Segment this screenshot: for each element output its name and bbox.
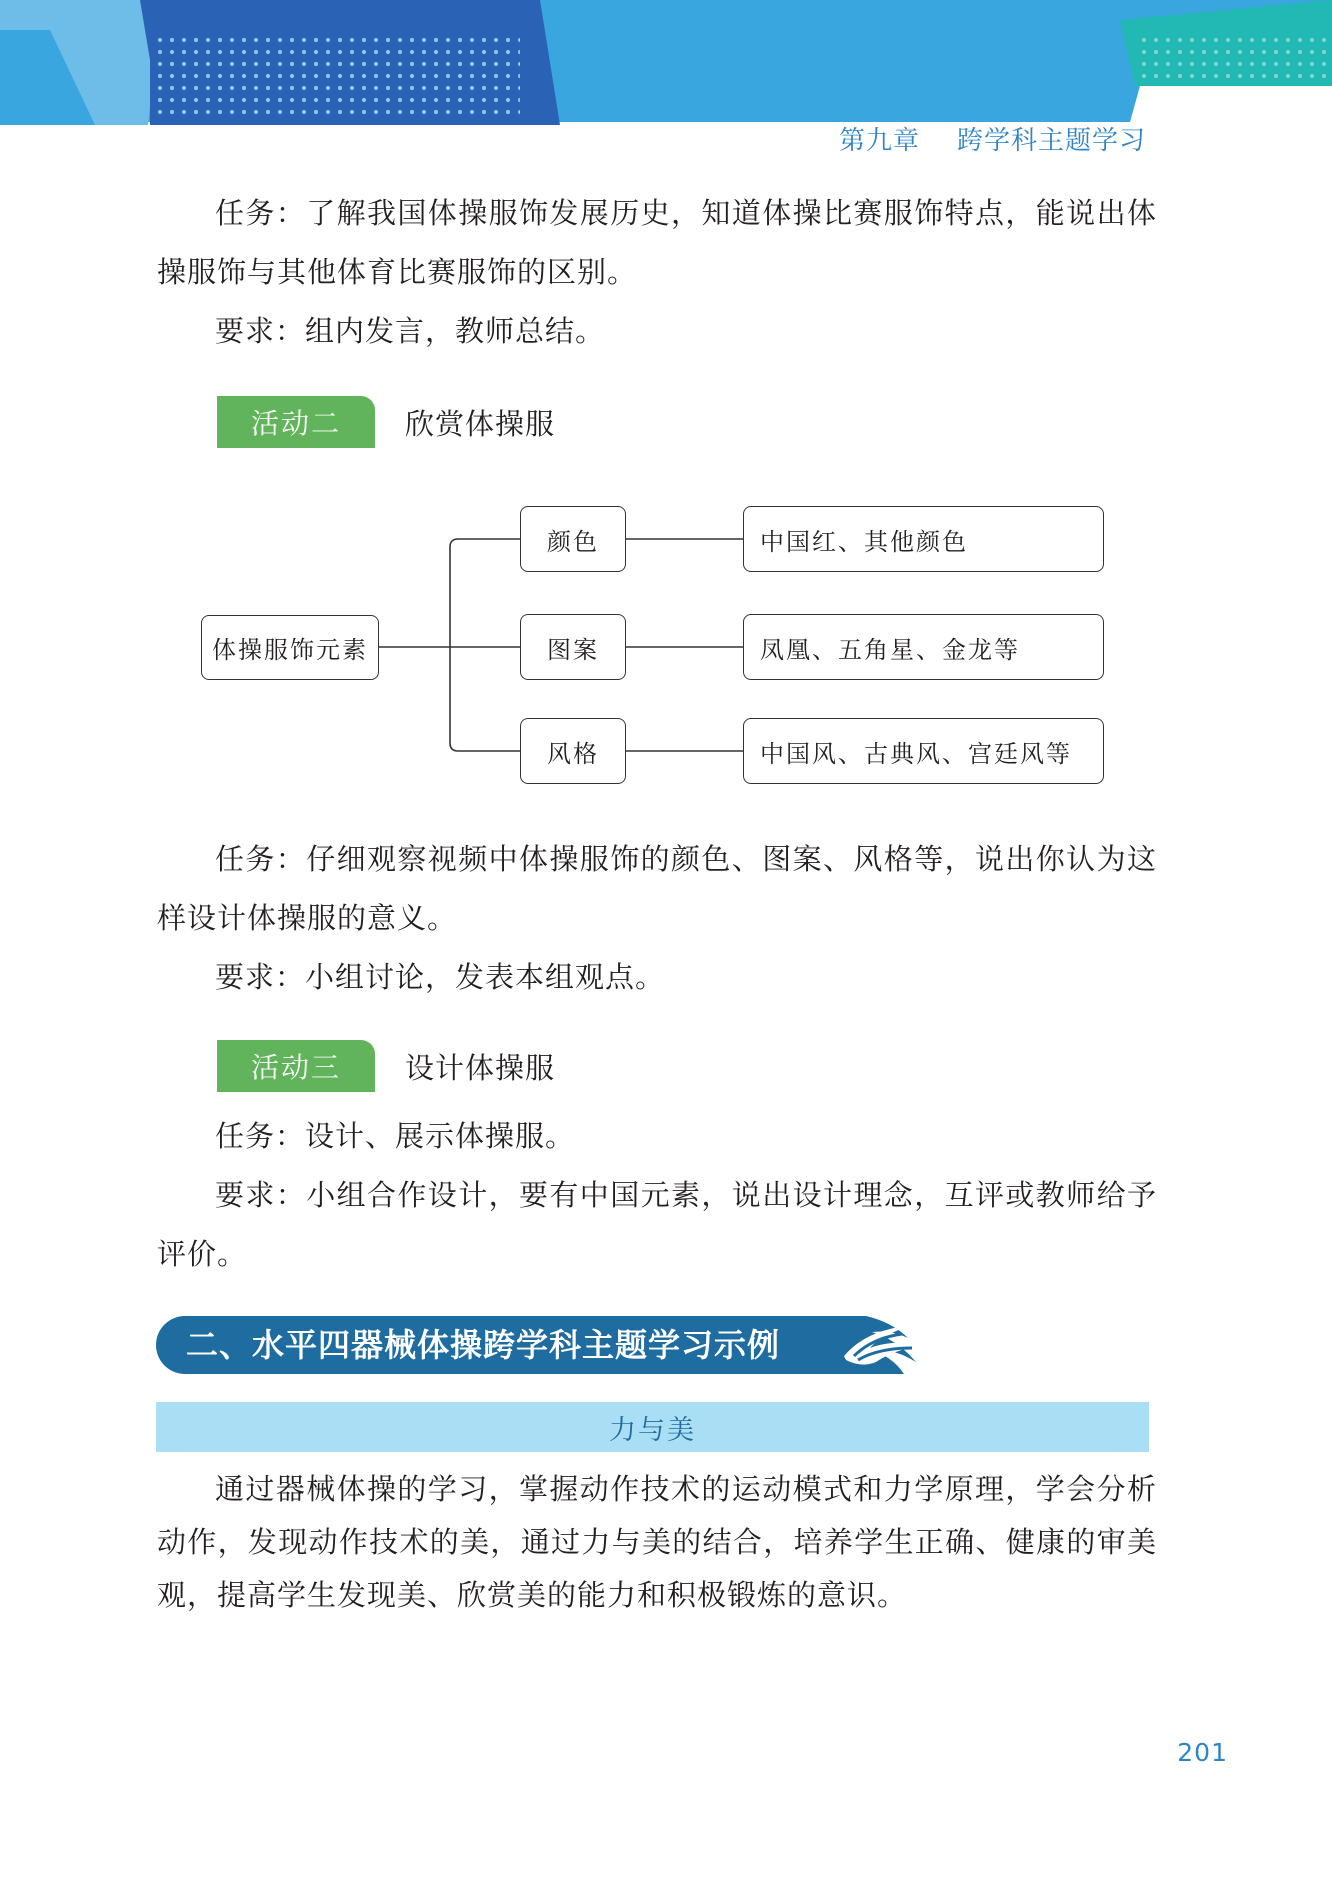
requirement-paragraph-2: 要求：小组讨论，发表本组观点。	[215, 960, 666, 994]
activity-title: 欣赏体操服	[405, 406, 556, 441]
page-header-decoration	[0, 0, 1332, 135]
diagram-branch-pattern: 图案	[520, 614, 626, 680]
subtitle-bar: 力与美	[156, 1402, 1149, 1452]
task-paragraph-1: 任务：了解我国体操服饰发展历史，知道体操比赛服饰特点，能说出体操服饰与其他体育比赛服饰的区别。	[157, 196, 1157, 289]
task-paragraph-3: 任务：设计、展示体操服。	[215, 1119, 576, 1153]
activity-badge: 活动二	[217, 396, 375, 448]
section-banner	[156, 1316, 926, 1374]
activity-badge: 活动三	[217, 1040, 375, 1092]
activity-three-heading	[217, 1040, 555, 1092]
chapter-heading: 第九章 跨学科主题学习	[838, 126, 1146, 156]
page-number: 201	[1177, 1738, 1228, 1767]
diagram-root-node: 体操服饰元素	[201, 615, 379, 680]
activity-two-heading	[217, 396, 555, 448]
requirement-paragraph-3: 要求：小组合作设计，要有中国元素，说出设计理念，互评或教师给予评价。	[157, 1178, 1157, 1271]
diagram-branch-color: 颜色	[520, 506, 626, 572]
wave-icon	[832, 1316, 926, 1374]
diagram-detail-style: 中国风、古典风、宫廷风等	[743, 718, 1104, 784]
intro-paragraph: 通过器械体操的学习，掌握动作技术的运动模式和力学原理，学会分析动作，发现动作技术的美，通过力与美的结合，培养学生正确、健康的审美观，提高学生发现美、欣赏美的能力和积极锻炼的意识。	[157, 1472, 1157, 1612]
section-banner-title: 二、水平四器械体操跨学科主题学习示例	[186, 1326, 781, 1364]
task-paragraph-2: 任务：仔细观察视频中体操服饰的颜色、图案、风格等，说出你认为这样设计体操服的意义。	[157, 842, 1157, 935]
requirement-paragraph-1: 要求：组内发言，教师总结。	[215, 314, 606, 348]
diagram-branch-style: 风格	[520, 718, 626, 784]
diagram-detail-color: 中国红、其他颜色	[743, 506, 1104, 572]
diagram-detail-pattern: 凤凰、五角星、金龙等	[743, 614, 1104, 680]
activity-title: 设计体操服	[405, 1050, 556, 1085]
